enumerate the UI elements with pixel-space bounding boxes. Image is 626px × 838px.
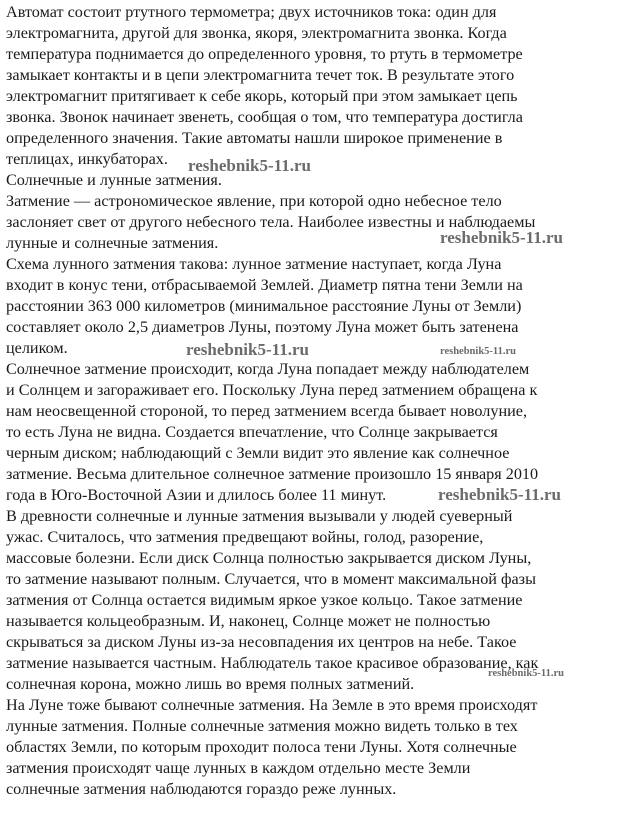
text-line: Схема лунного затмения такова: лунное затмение наступает, когда Луна [6, 255, 502, 273]
text-line: температура поднимается до определенного уровня, то ртуть в термометре [6, 45, 523, 63]
text-line: затмение называется частным. Наблюдатель такое красивое образование, как [6, 654, 539, 672]
text-line: составляет около 2,5 диаметров Луны, поэтому Луна может быть затенена [6, 318, 519, 336]
watermark: reshebnik5-11.ru [186, 340, 309, 359]
document-body [6, 2, 622, 800]
text-line: скрываться за диском Луны из-за несовпадения их центров на небе. Такое [6, 633, 517, 651]
text-line: черным диском; наблюдающий с Земли видит это явление как солнечное [6, 444, 510, 462]
text-line: На Луне тоже бывают солнечные затмения. На Земле в это время происходят [6, 696, 538, 714]
text-line: электромагнит притягивает к себе якорь, который при этом замыкает цепь [6, 87, 518, 105]
text-line: массовые болезни. Если диск Солнца полностью закрывается диском Луны, [6, 549, 532, 567]
text-line: затмение. Весьма длительное солнечное затмение произошло 15 января 2010 [6, 465, 539, 483]
watermark: reshebnik5-11.ru [440, 346, 516, 357]
watermark: reshebnik5-11.ru [440, 228, 563, 247]
text-line: и Солнцем и загораживает его. Поскольку Луна перед затмением обращена к [6, 381, 538, 399]
text-line: электромагнита, другой для звонка, якоря, электромагнита звонка. Когда [6, 24, 507, 42]
text-line: В древности солнечные и лунные затмения вызывали у людей суеверный [6, 507, 513, 525]
text-line: входит в конус тени, отбрасываемой Землей. Диаметр пятна тени Земли на [6, 276, 523, 294]
watermark: reshebnik5-11.ru [188, 156, 311, 175]
text-line: года в Юго-Восточной Азии и длилось более 11 минут. [6, 486, 387, 504]
text-line: расстоянии 363 000 километров (минимальное расстояние Луны от Земли) [6, 297, 522, 315]
text-line: нам неосвещенной стороной, то перед затмением всегда бывает новолуние, [6, 402, 528, 420]
text-line: Затмение — астрономическое явление, при которой одно небесное тело [6, 192, 502, 210]
text-line: лунные и солнечные затмения. [6, 234, 219, 252]
text-line: солнечные затмения наблюдаются гораздо реже лунных. [6, 780, 397, 798]
section-heading: Солнечные и лунные затмения. [6, 171, 222, 189]
text-line: областях Земли, по которым проходит полоса тени Луны. Хотя солнечные [6, 738, 517, 756]
text-line: Автомат состоит ртутного термометра; двух источников тока: один для [6, 3, 497, 21]
text-line: определенного значения. Такие автоматы нашли широкое применение в [6, 129, 503, 147]
text-line: ужас. Считалось, что затмения предвещают войны, голод, разорение, [6, 528, 484, 546]
text-line: солнечная корона, можно лишь во время полных затмений. [6, 675, 415, 693]
text-line: лунные затмения. Полные солнечные затмения можно видеть только в тех [6, 717, 518, 735]
watermark: reshebnik5-11.ru [438, 485, 561, 504]
text-line: то есть Луна не видна. Создается впечатление, что Солнце закрывается [6, 423, 498, 441]
text-line: затмения от Солнца остается видимым яркое узкое кольцо. Такое затмение [6, 591, 523, 609]
text-line: Солнечное затмение происходит, когда Луна попадает между наблюдателем [6, 360, 530, 378]
watermark: reshebnik5-11.ru [488, 668, 564, 679]
text-line: то затмение называют полным. Случается, что в момент максимальной фазы [6, 570, 536, 588]
text-line: звонка. Звонок начинает звенеть, сообщая о том, что температура достигла [6, 108, 523, 126]
text-line: целиком. [6, 339, 68, 357]
text-line: замыкает контакты и в цепи электромагнита течет ток. В результате этого [6, 66, 515, 84]
text-line: теплицах, инкубаторах. [6, 150, 168, 168]
text-line: заслоняет свет от другого небесного тела. Наиболее известны и наблюдаемы [6, 213, 536, 231]
text-line: называется кольцеобразным. И, наконец, Солнце может не полностью [6, 612, 491, 630]
text-line: затмения происходят чаще лунных в каждом отдельно месте Земли [6, 759, 471, 777]
